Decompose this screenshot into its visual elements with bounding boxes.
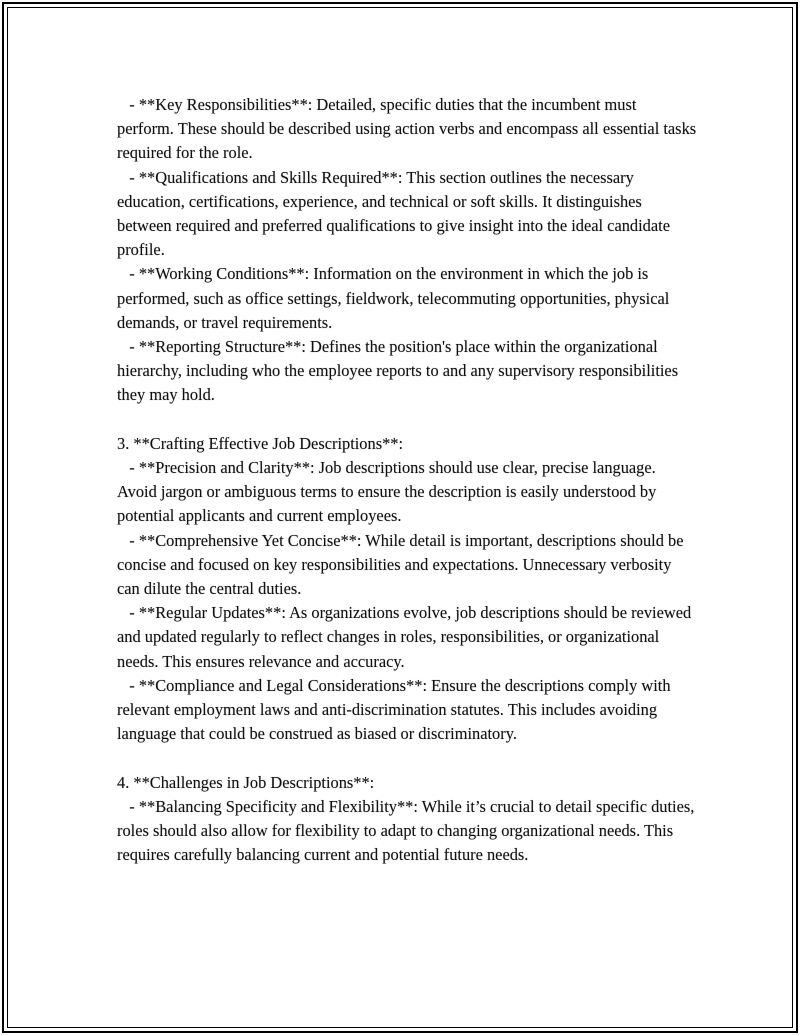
bullet-compliance-legal: - **Compliance and Legal Considerations**: Ensure the descriptions comply with relevant employment laws and anti-discrimination statutes. This includes avoiding language that could be construed as biased or discriminatory.: [117, 675, 675, 744]
bullet-working-conditions: - **Working Conditions**: Information on the environment in which the job is performed, such as office settings, fieldwork, telecommuting opportunities, physical demands, or travel requirements.: [117, 264, 674, 332]
bullet-precision-clarity: - **Precision and Clarity**: Job descriptions should use clear, precise language. Avoid jargon or ambiguous terms to ensure the description is easily understood by potential applicants and current employees.: [117, 458, 661, 526]
document-body: [117, 93, 701, 867]
bullet-specificity-flexibility: - **Balancing Specificity and Flexibility**: While it’s crucial to detail specific duties, roles should also allow for flexibility to adapt to changing organizational needs. This requires carefully balancing current and potential future needs.: [117, 796, 699, 865]
bullet-reporting-structure: - **Reporting Structure**: Defines the position's place within the organizational hierarchy, including who the employee reports to and any supervisory responsibilities they may hold.: [117, 337, 683, 405]
bullet-comprehensive-concise: - **Comprehensive Yet Concise**: While detail is important, descriptions should be concise and focused on key responsibilities and expectations. Unnecessary verbosity can dilute the central duties.: [117, 530, 688, 599]
bullet-key-responsibilities: - **Key Responsibilities**: Detailed, specific duties that the incumbent must perform. These should be described using action verbs and encompass all essential tasks required for the role.: [117, 95, 701, 163]
paragraph-gap: [117, 408, 697, 432]
section-heading-crafting: 3. **Crafting Effective Job Descriptions**:: [117, 433, 404, 453]
bullet-qualifications-skills: - **Qualifications and Skills Required**: This section outlines the necessary education, certifications, experience, and technical or soft skills. It distinguishes between required and preferred qualifications to give insight into the ideal candidate profile.: [117, 167, 675, 260]
section-heading-challenges: 4. **Challenges in Job Descriptions**:: [117, 772, 375, 792]
paragraph-gap: [117, 746, 697, 770]
bullet-regular-updates: - **Regular Updates**: As organizations evolve, job descriptions should be reviewed and updated regularly to reflect changes in roles, responsibilities, or organizational needs. This ensures relevance and accuracy.: [117, 603, 696, 671]
